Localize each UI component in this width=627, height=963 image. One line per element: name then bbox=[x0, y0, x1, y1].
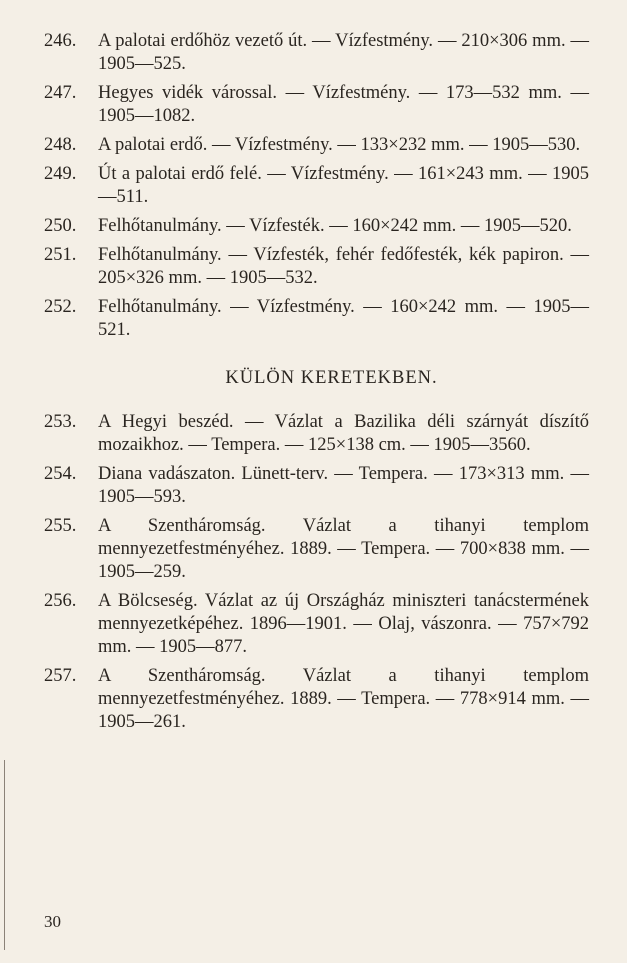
entry-text: A Szentháromság. Vázlat a tihanyi templom mennyezetfestményéhez. 1889. — Tempera. — 778×914 mm. — 1905—261. bbox=[98, 666, 589, 732]
entry-number: 248. bbox=[44, 135, 77, 155]
entry-text: Felhőtanulmány. — Vízfestmény. — 160×242 mm. — 1905—521. bbox=[98, 297, 589, 340]
catalog-entry bbox=[44, 665, 589, 734]
catalog-entry bbox=[44, 30, 589, 76]
entry-text: Felhőtanulmány. — Vízfesték, fehér fedőfesték, kék papiron. — 205×326 mm. — 1905—532. bbox=[98, 245, 589, 288]
page-number: 30 bbox=[44, 912, 61, 931]
catalog-entry bbox=[44, 82, 589, 128]
entry-text: Felhőtanulmány. — Vízfesték. — 160×242 mm. — 1905—520. bbox=[98, 216, 572, 236]
entries-list bbox=[44, 30, 589, 740]
entry-number: 246. bbox=[44, 31, 77, 51]
entry-text: A Hegyi beszéd. — Vázlat a Bazilika déli szárnyát díszítő mozaikhoz. — Tempera. — 125×138 cm. — 1905—3560. bbox=[98, 412, 589, 455]
catalog-entry bbox=[44, 411, 589, 457]
entry-text: A palotai erdő. — Vízfestmény. — 133×232 mm. — 1905—530. bbox=[98, 135, 581, 155]
catalog-entry bbox=[44, 215, 589, 238]
entry-text: A Szentháromság. Vázlat a tihanyi templom mennyezetfestményéhez. 1889. — Tempera. — 700×838 mm. — 1905—259. bbox=[98, 516, 589, 582]
catalog-entry bbox=[44, 590, 589, 659]
entry-number: 253. bbox=[44, 412, 77, 432]
page-edge-line bbox=[4, 760, 5, 950]
entry-number: 249. bbox=[44, 164, 77, 184]
entry-number: 252. bbox=[44, 297, 77, 317]
entry-number: 257. bbox=[44, 666, 77, 686]
catalog-entry bbox=[44, 296, 589, 342]
entry-number: 254. bbox=[44, 464, 77, 484]
entry-text: A Bölcseség. Vázlat az új Országház miniszteri tanácstermének mennyezetképéhez. 1896—1901. — Olaj, vászonra. — 757×792 mm. — 1905—877. bbox=[98, 591, 589, 657]
section-heading: KÜLÖN KERETEKBEN. bbox=[225, 368, 438, 388]
entry-text: Diana vadászaton. Lünett-terv. — Tempera. — 173×313 mm. — 1905—593. bbox=[98, 464, 589, 507]
catalog-entry bbox=[44, 134, 589, 157]
entry-number: 256. bbox=[44, 591, 77, 611]
catalog-entry bbox=[44, 163, 589, 209]
entry-number: 251. bbox=[44, 245, 77, 265]
catalog-entry bbox=[44, 463, 589, 509]
entry-number: 255. bbox=[44, 516, 77, 536]
entry-text: A palotai erdőhöz vezető út. — Vízfestmény. — 210×306 mm. — 1905—525. bbox=[98, 31, 589, 74]
entry-number: 250. bbox=[44, 216, 77, 236]
entry-text: Hegyes vidék várossal. — Vízfestmény. — 173—532 mm. — 1905—1082. bbox=[98, 83, 589, 126]
catalog-entry bbox=[44, 515, 589, 584]
catalog-entry bbox=[44, 244, 589, 290]
entry-text: Út a palotai erdő felé. — Vízfestmény. — 161×243 mm. — 1905—511. bbox=[98, 164, 589, 207]
entry-number: 247. bbox=[44, 83, 77, 103]
